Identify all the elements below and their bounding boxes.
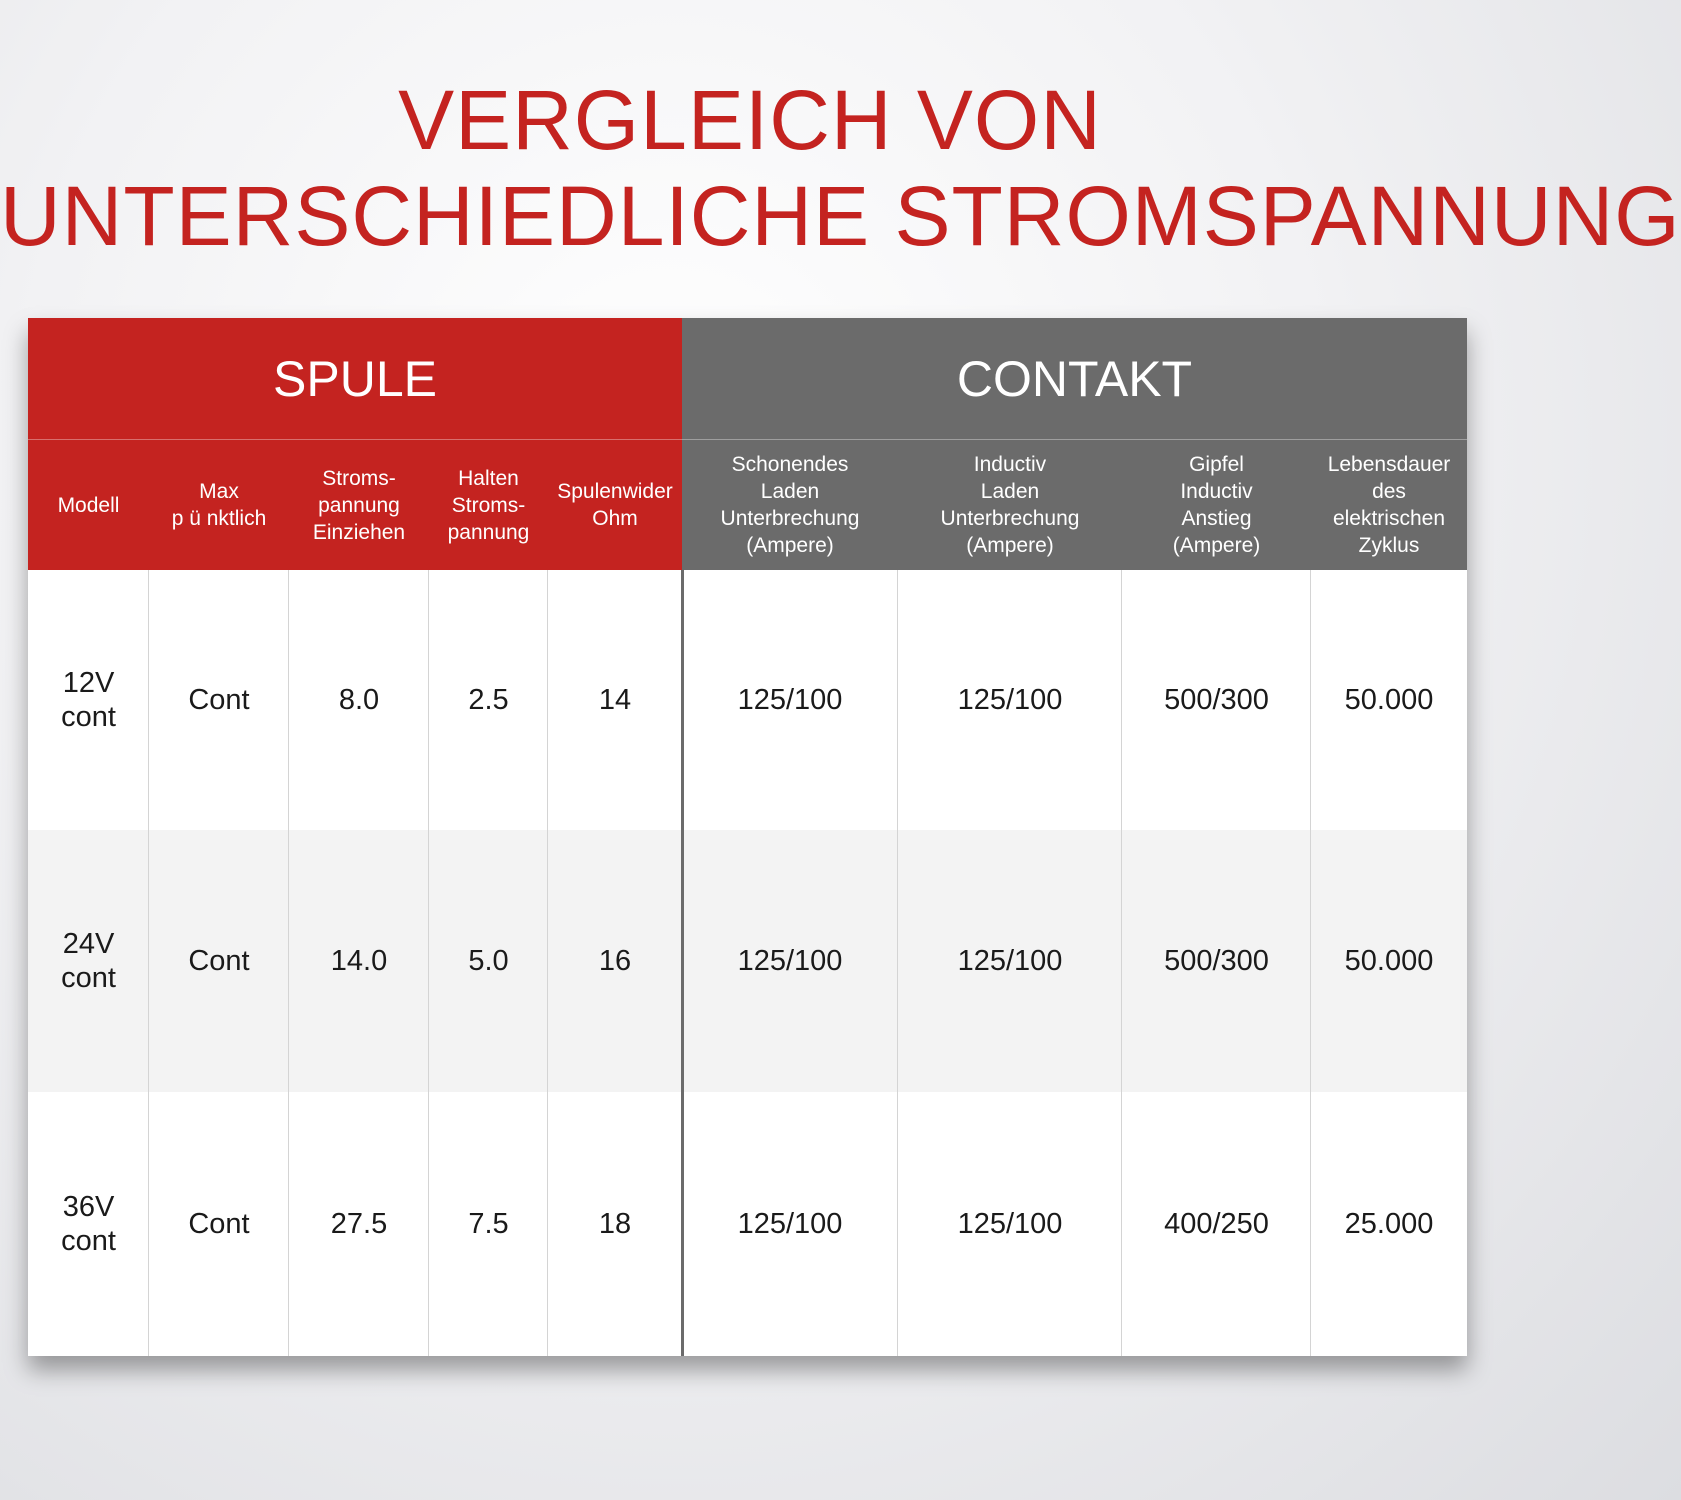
column-divider [428,570,429,1356]
column-header-gipfel-inductiv: Gipfel Inductiv Anstieg (Ampere) [1122,440,1311,570]
group-header-spule: SPULE [28,318,682,440]
table-row [28,830,1467,1092]
group-divider [681,570,684,1356]
column-header-lebensdauer: Lebensdauer des elektrischen Zyklus [1311,440,1467,570]
title-line-2: UNTERSCHIEDLICHE STROMSPANNUNG [0,169,1681,263]
comparison-table [28,318,1467,1356]
table-row [28,570,1467,830]
cell-modell: 12V cont [61,667,116,733]
column-header-max-puenktlich: Max p ü nktlich [149,440,289,570]
cell-modell: 36V cont [61,1191,116,1257]
column-header-schonendes-laden: Schonendes Laden Unterbrechung (Ampere) [682,440,898,570]
cell-gipfel: 500/300 [1164,945,1269,977]
cell-schonendes: 125/100 [737,684,843,716]
cell-lebensdauer: 50.000 [1344,684,1434,716]
column-header-spulenwider-ohm: Spulenwider Ohm [548,440,682,570]
column-divider [1310,570,1311,1356]
cell-schonendes: 125/100 [737,1208,843,1240]
cell-halten: 5.0 [468,945,509,977]
column-divider [897,570,898,1356]
column-header-inductiv-laden: Inductiv Laden Unterbrechung (Ampere) [898,440,1122,570]
cell-ohm: 16 [598,945,632,977]
cell-einziehen: 27.5 [330,1208,388,1240]
cell-halten: 7.5 [468,1208,509,1240]
column-divider [547,570,548,1356]
cell-ohm: 18 [598,1208,632,1240]
table-row [28,1092,1467,1356]
column-header-stromspannung-einziehen: Stroms- pannung Einziehen [289,440,429,570]
cell-inductiv: 125/100 [957,684,1063,716]
column-header-halten-stromspannung: Halten Stroms- pannung [429,440,548,570]
cell-ohm: 14 [598,684,632,716]
column-divider [288,570,289,1356]
title-line-1: VERGLEICH VON [398,73,1102,167]
page-title [0,72,1681,264]
cell-max: Cont [188,1208,250,1240]
cell-max: Cont [188,684,250,716]
cell-lebensdauer: 50.000 [1344,945,1434,977]
cell-inductiv: 125/100 [957,1208,1063,1240]
column-divider [148,570,149,1356]
cell-gipfel: 400/250 [1164,1208,1269,1240]
cell-lebensdauer: 25.000 [1344,1208,1434,1240]
cell-schonendes: 125/100 [737,945,843,977]
cell-max: Cont [188,945,250,977]
cell-inductiv: 125/100 [957,945,1063,977]
column-divider [1121,570,1122,1356]
cell-modell: 24V cont [61,928,116,994]
cell-gipfel: 500/300 [1164,684,1269,716]
cell-einziehen: 14.0 [330,945,388,977]
column-header-modell: Modell [28,440,149,570]
cell-einziehen: 8.0 [338,684,380,716]
group-header-contakt: CONTAKT [682,318,1467,440]
cell-halten: 2.5 [468,684,509,716]
